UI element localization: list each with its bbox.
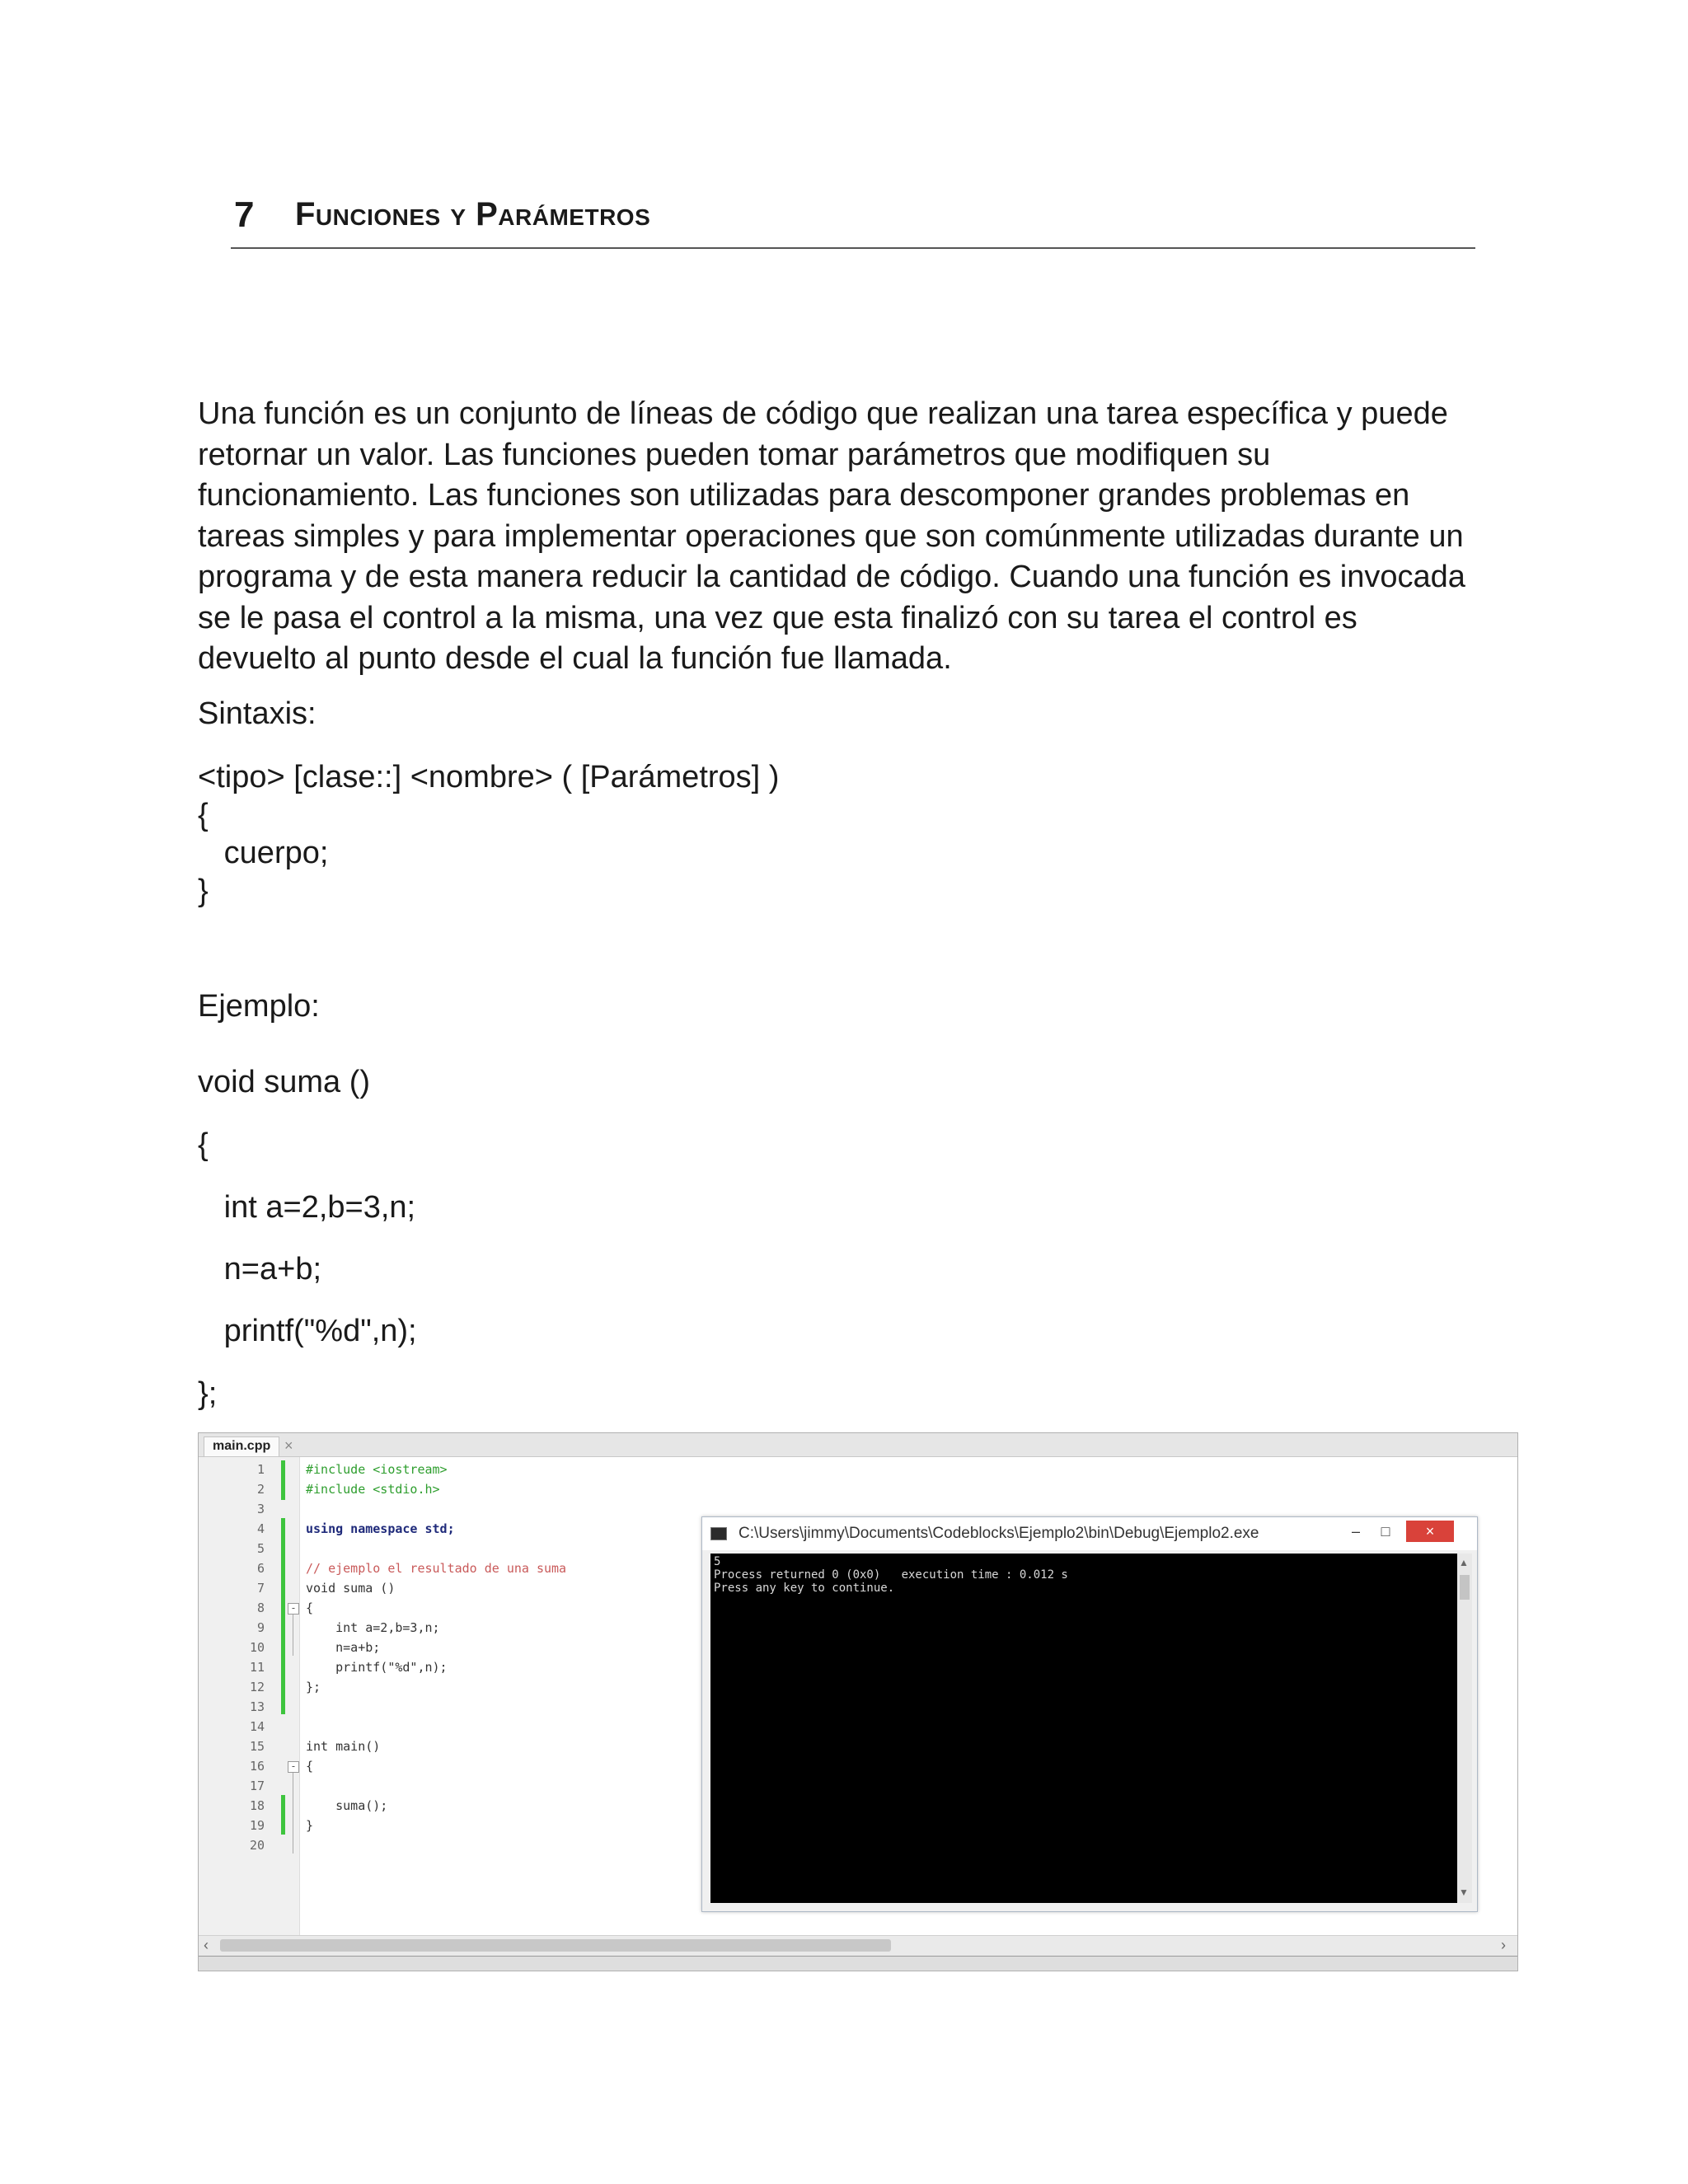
section-heading bbox=[231, 191, 1475, 249]
example-line: n=a+b; bbox=[198, 1252, 322, 1286]
line-number: 6 bbox=[256, 1561, 265, 1576]
maximize-button[interactable]: □ bbox=[1381, 1523, 1390, 1540]
line-number: 12 bbox=[249, 1680, 265, 1694]
code-line: printf("%d",n); bbox=[306, 1660, 448, 1675]
code-line: { bbox=[306, 1759, 314, 1774]
console-app-icon bbox=[710, 1527, 727, 1540]
fold-toggle-icon[interactable]: - bbox=[288, 1603, 299, 1615]
example-line: int a=2,b=3,n; bbox=[198, 1190, 416, 1225]
intro-paragraph: Una función es un conjunto de líneas de código que realizan una tarea específica y puede retornar un valor. Las funciones pueden tomar parámetros que modifiquen su funcionamiento. Las funciones son utilizadas para descomponer grandes problemas en tareas simples y para implementar operaciones que son comúnmente utilizadas durante un programa y de esta manera reducir la cantidad de código. Cuando una función es invocada se le pasa el control a la misma, una vez que esta finalizó con su tarea el control es devuelto al punto desde el cual la función fue llamada. bbox=[198, 396, 1465, 676]
line-number: 1 bbox=[256, 1462, 265, 1477]
example-line: }; bbox=[198, 1376, 218, 1411]
example-line: { bbox=[198, 1127, 209, 1162]
syntax-label: Sintaxis: bbox=[198, 696, 316, 731]
line-number: 13 bbox=[249, 1699, 265, 1714]
console-vertical-scrollbar[interactable] bbox=[1457, 1554, 1472, 1903]
code-line: #include <stdio.h> bbox=[306, 1482, 440, 1497]
fold-toggle-icon[interactable]: - bbox=[288, 1761, 299, 1773]
code-line: }; bbox=[306, 1680, 321, 1694]
line-number: 18 bbox=[249, 1798, 265, 1813]
line-number: 10 bbox=[249, 1640, 265, 1655]
line-number: 20 bbox=[249, 1838, 265, 1853]
line-number: 11 bbox=[249, 1660, 265, 1675]
line-number: 2 bbox=[256, 1482, 265, 1497]
line-number: 9 bbox=[256, 1620, 265, 1635]
line-number: 3 bbox=[256, 1502, 265, 1516]
line-number: 7 bbox=[256, 1581, 265, 1596]
section-number: 7 bbox=[234, 194, 255, 235]
scroll-up-icon[interactable]: ▲ bbox=[1459, 1557, 1469, 1568]
change-marker bbox=[281, 1460, 285, 1500]
example-line: printf("%d",n); bbox=[198, 1314, 417, 1348]
syntax-line: { bbox=[198, 798, 209, 832]
console-window[interactable] bbox=[701, 1516, 1478, 1912]
code-line: // ejemplo el resultado de una suma bbox=[306, 1561, 567, 1576]
code-line: int main() bbox=[306, 1739, 381, 1754]
code-line: #include <iostream> bbox=[306, 1462, 448, 1477]
line-number: 14 bbox=[249, 1719, 265, 1734]
console-output-line: Process returned 0 (0x0) execution time : 0.012 s bbox=[714, 1568, 1068, 1582]
syntax-line: cuerpo; bbox=[198, 836, 329, 870]
console-output-line: Press any key to continue. bbox=[714, 1582, 895, 1595]
syntax-line: } bbox=[198, 874, 209, 908]
code-line: } bbox=[306, 1818, 314, 1833]
console-output-area[interactable] bbox=[710, 1554, 1457, 1903]
console-title: C:\Users\jimmy\Documents\Codeblocks\Ejemplo2\bin\Debug\Ejemplo2.exe bbox=[738, 1525, 1259, 1542]
console-title-bar[interactable] bbox=[702, 1517, 1477, 1550]
code-line: { bbox=[306, 1601, 314, 1615]
status-bar bbox=[199, 1956, 1517, 1971]
console-output-line: 5 bbox=[714, 1555, 721, 1568]
code-editor[interactable] bbox=[199, 1457, 1517, 1935]
code-line: suma(); bbox=[306, 1798, 388, 1813]
code-line: n=a+b; bbox=[306, 1640, 381, 1655]
editor-horizontal-scrollbar[interactable] bbox=[199, 1935, 1517, 1956]
line-number: 15 bbox=[249, 1739, 265, 1754]
example-label: Ejemplo: bbox=[198, 989, 320, 1024]
example-line: void suma () bbox=[198, 1065, 371, 1099]
code-line: using namespace std; bbox=[306, 1521, 455, 1536]
change-marker bbox=[281, 1518, 285, 1714]
scroll-right-icon[interactable]: › bbox=[1501, 1937, 1506, 1953]
line-number: 19 bbox=[249, 1818, 265, 1833]
syntax-line: <tipo> [clase::] <nombre> ( [Parámetros] ) bbox=[198, 760, 780, 794]
close-button[interactable]: × bbox=[1406, 1521, 1454, 1542]
tab-close-icon[interactable]: × bbox=[284, 1437, 293, 1454]
code-line: void suma () bbox=[306, 1581, 396, 1596]
editor-tab-bar bbox=[199, 1433, 1517, 1457]
code-line: int a=2,b=3,n; bbox=[306, 1620, 440, 1635]
line-number: 8 bbox=[256, 1601, 265, 1615]
console-scroll-thumb[interactable] bbox=[1460, 1575, 1470, 1600]
line-number: 16 bbox=[249, 1759, 265, 1774]
section-title: Funciones y Parámetros bbox=[295, 196, 651, 232]
editor-scroll-thumb[interactable] bbox=[220, 1939, 891, 1952]
ide-screenshot bbox=[198, 1432, 1518, 1971]
minimize-button[interactable]: – bbox=[1351, 1523, 1360, 1540]
line-number: 4 bbox=[256, 1521, 265, 1536]
tab-main-cpp[interactable]: main.cpp bbox=[204, 1436, 279, 1456]
change-marker bbox=[281, 1795, 285, 1835]
scroll-left-icon[interactable]: ‹ bbox=[204, 1937, 209, 1953]
scroll-down-icon[interactable]: ▼ bbox=[1459, 1886, 1469, 1898]
line-number: 5 bbox=[256, 1541, 265, 1556]
line-number: 17 bbox=[249, 1779, 265, 1793]
